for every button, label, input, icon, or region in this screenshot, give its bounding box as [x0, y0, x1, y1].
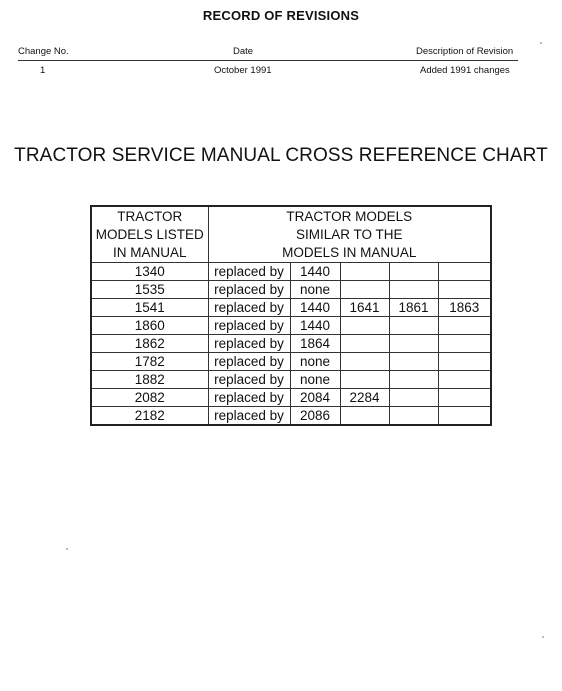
- similar-model-cell: 1641: [340, 299, 389, 317]
- similar-model-cell: 1863: [438, 299, 491, 317]
- similar-model-cell: [389, 263, 438, 281]
- model-cell: 2082: [91, 389, 208, 407]
- table-row: [91, 371, 491, 389]
- similar-model-cell: [389, 317, 438, 335]
- relation-cell: replaced by: [208, 407, 290, 426]
- relation-cell: replaced by: [208, 335, 290, 353]
- similar-model-cell: [438, 317, 491, 335]
- scan-speck: [66, 548, 68, 550]
- similar-model-cell: [438, 281, 491, 299]
- similar-model-cell: 2084: [290, 389, 340, 407]
- similar-model-cell: [438, 335, 491, 353]
- date-header: Date: [233, 46, 254, 57]
- similar-model-cell: [438, 353, 491, 371]
- similar-model-cell: 2284: [340, 389, 389, 407]
- revision-date: October 1991: [214, 65, 272, 76]
- model-cell: 1541: [91, 299, 208, 317]
- similar-models-header: TRACTOR MODELS SIMILAR TO THE MODELS IN MANUAL: [208, 206, 491, 263]
- similar-model-cell: 2086: [290, 407, 340, 426]
- similar-model-cell: [340, 281, 389, 299]
- similar-model-cell: 1440: [290, 299, 340, 317]
- similar-model-cell: 1440: [290, 263, 340, 281]
- relation-cell: replaced by: [208, 389, 290, 407]
- model-cell: 1860: [91, 317, 208, 335]
- model-cell: 1782: [91, 353, 208, 371]
- similar-model-cell: [389, 371, 438, 389]
- similar-model-cell: [438, 407, 491, 426]
- similar-model-cell: [389, 389, 438, 407]
- similar-model-cell: none: [290, 281, 340, 299]
- similar-model-cell: [438, 263, 491, 281]
- relation-cell: replaced by: [208, 263, 290, 281]
- similar-model-cell: [340, 353, 389, 371]
- table-row: [91, 353, 491, 371]
- table-row: [91, 389, 491, 407]
- cross-reference-chart-title: TRACTOR SERVICE MANUAL CROSS REFERENCE CHART: [14, 145, 548, 166]
- similar-model-cell: [340, 407, 389, 426]
- similar-model-cell: 1864: [290, 335, 340, 353]
- model-cell: 2182: [91, 407, 208, 426]
- listed-models-header: TRACTOR MODELS LISTED IN MANUAL: [91, 206, 208, 263]
- similar-model-cell: [438, 389, 491, 407]
- similar-model-cell: none: [290, 353, 340, 371]
- similar-model-cell: 1440: [290, 317, 340, 335]
- relation-cell: replaced by: [208, 299, 290, 317]
- relation-cell: replaced by: [208, 317, 290, 335]
- table-row: [91, 335, 491, 353]
- table-row: [91, 263, 491, 281]
- table-row: [91, 317, 491, 335]
- relation-cell: replaced by: [208, 371, 290, 389]
- scan-speck: [540, 42, 542, 44]
- model-cell: 1340: [91, 263, 208, 281]
- similar-model-cell: [389, 407, 438, 426]
- model-cell: 1862: [91, 335, 208, 353]
- scan-speck: [542, 636, 544, 638]
- similar-model-cell: [389, 335, 438, 353]
- model-cell: 1535: [91, 281, 208, 299]
- similar-model-cell: 1861: [389, 299, 438, 317]
- revision-description: Added 1991 changes: [420, 65, 510, 76]
- similar-model-cell: [389, 281, 438, 299]
- revision-change-no: 1: [40, 65, 46, 76]
- similar-model-cell: [340, 317, 389, 335]
- record-of-revisions-title: RECORD OF REVISIONS: [202, 8, 360, 23]
- similar-model-cell: [340, 263, 389, 281]
- revisions-divider: [18, 60, 518, 61]
- similar-model-cell: [438, 371, 491, 389]
- table-row: [91, 407, 491, 426]
- relation-cell: replaced by: [208, 281, 290, 299]
- similar-model-cell: none: [290, 371, 340, 389]
- model-cell: 1882: [91, 371, 208, 389]
- cross-reference-table: [90, 205, 492, 426]
- table-header-row: [91, 206, 491, 263]
- similar-model-cell: [340, 371, 389, 389]
- change-no-header: Change No.: [18, 46, 69, 57]
- relation-cell: replaced by: [208, 353, 290, 371]
- description-header: Description of Revision: [416, 46, 514, 57]
- table-row: [91, 299, 491, 317]
- similar-model-cell: [340, 335, 389, 353]
- table-row: [91, 281, 491, 299]
- similar-model-cell: [389, 353, 438, 371]
